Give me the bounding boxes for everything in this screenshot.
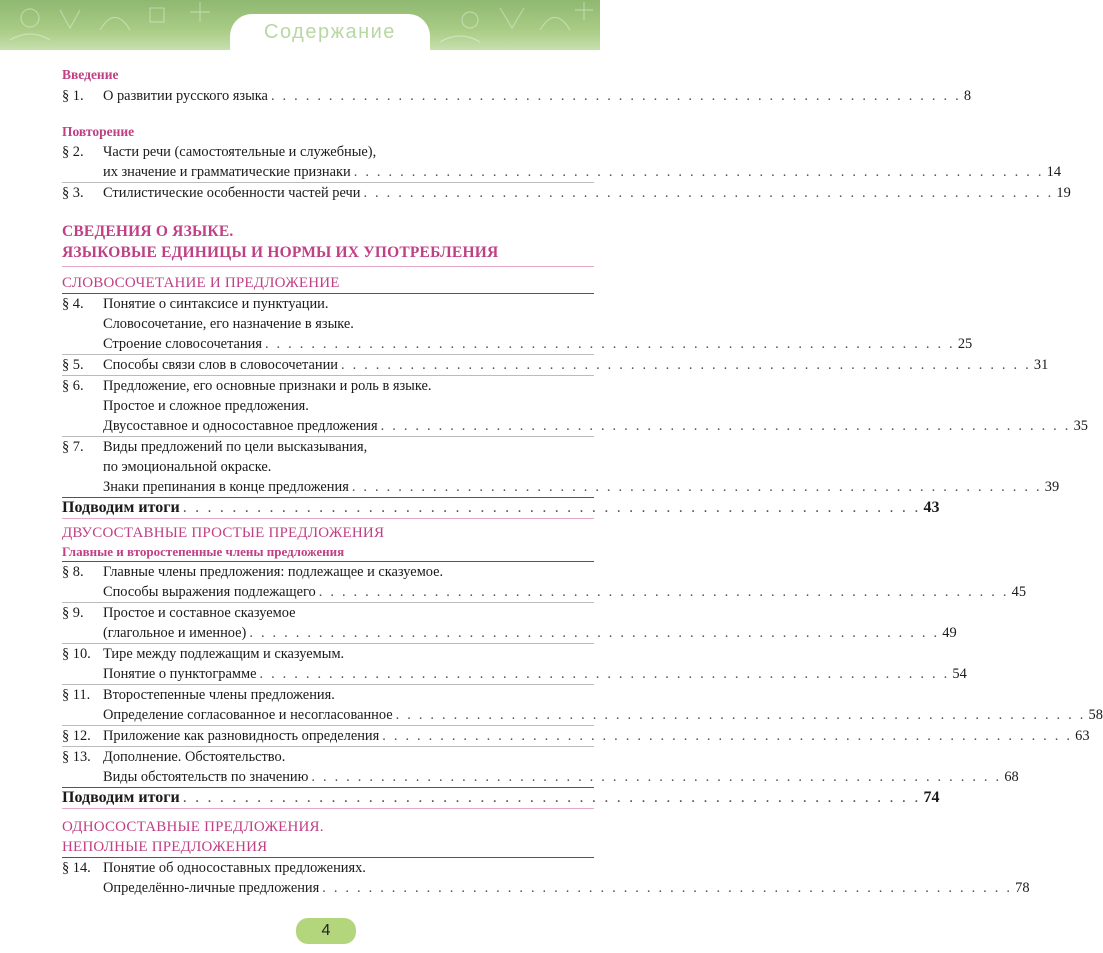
dot-leader: . . . . . . . . . . . . . . . . . . . . . . . . . . . . . . . . . . . . . . . . . . . . . . . . . . . . . . . . . . . .: [264, 336, 955, 352]
toc-entry-line: [62, 396, 594, 416]
toc-entry-line: [62, 416, 1088, 436]
toc-entry[interactable]: [62, 858, 1030, 898]
toc-entry[interactable]: [62, 685, 1103, 725]
page-number: 58: [1088, 707, 1103, 723]
toc-entry-line: [62, 314, 594, 334]
page-number: 68: [1004, 769, 1019, 785]
toc-entry-line: [62, 86, 972, 106]
page-number: 78: [1015, 880, 1030, 896]
summary-entry[interactable]: [62, 498, 940, 518]
summary-label: Подводим итоги: [62, 499, 180, 516]
entry-title: Стилистические особенности частей речи: [103, 185, 361, 201]
dot-leader: . . . . . . . . . . . . . . . . . . . . . . . . . . . . . . . . . . . . . . . . . . . . . . . . . . . . . . . . . . . .: [322, 880, 1013, 896]
chapter-heading-one-part-1: ОДНОСОСТАВНЫЕ ПРЕДЛОЖЕНИЯ.: [62, 819, 324, 835]
section-number: § 14.: [62, 860, 91, 876]
toc-entry-line: [62, 664, 967, 684]
entry-title: О развитии русского языка: [103, 88, 268, 104]
toc-entry[interactable]: [62, 355, 1049, 375]
part-heading-line1: СВЕДЕНИЯ О ЯЗЫКЕ.: [62, 223, 234, 240]
entry-title: Приложение как разновидность определения: [103, 728, 380, 744]
entry-title: их значение и грамматические признаки: [103, 164, 351, 180]
dot-leader: . . . . . . . . . . . . . . . . . . . . . . . . . . . . . . . . . . . . . . . . . . . . . . . . . . . . . . . . . . . .: [380, 418, 1071, 434]
dot-leader: . . . . . . . . . . . . . . . . . . . . . . . . . . . . . . . . . . . . . . . . . . . . . . . . . . . . . . . . . . . .: [395, 707, 1086, 723]
summary-entry[interactable]: [62, 788, 940, 808]
toc-entry-line: [62, 142, 594, 162]
toc-entry[interactable]: [62, 603, 957, 643]
toc-entry-line: [62, 162, 1062, 182]
chapter-heading-phrase: СЛОВОСОЧЕТАНИЕ И ПРЕДЛОЖЕНИЕ: [62, 275, 340, 291]
entry-title: (глагольное и именное): [103, 625, 247, 641]
toc-entry-line: [62, 878, 1030, 898]
page-title: Содержание: [264, 21, 396, 43]
entry-title: Простое и сложное предложения.: [103, 398, 309, 414]
page-number: 39: [1044, 479, 1060, 495]
toc-entry[interactable]: [62, 726, 1090, 746]
dot-leader: . . . . . . . . . . . . . . . . . . . . . . . . . . . . . . . . . . . . . . . . . . . . . . . . . . . . . . . . . . . .: [363, 185, 1054, 201]
toc-entry[interactable]: [62, 562, 1027, 602]
toc-entry-line: [62, 644, 594, 664]
toc-entry-line: [62, 705, 1103, 725]
entry-title: Предложение, его основные признаки и роль в языке.: [103, 378, 432, 394]
entry-title: Простое и составное сказуемое: [103, 605, 296, 621]
toc-entry-line: [62, 457, 594, 477]
entry-title: Определённо-личные предложения: [103, 880, 320, 896]
dot-leader: . . . . . . . . . . . . . . . . . . . . . . . . . . . . . . . . . . . . . . . . . . . . . . . . . . . . . . . . . . . .: [311, 769, 1002, 785]
entry-title: Словосочетание, его назначение в языке.: [103, 316, 354, 332]
dot-leader: . . . . . . . . . . . . . . . . . . . . . . . . . . . . . . . . . . . . . . . . . . . . . . . . . . . . . . . . . . . .: [249, 625, 940, 641]
toc-entry-line: [62, 726, 1090, 746]
toc-entry-line: [62, 747, 594, 767]
toc-entry[interactable]: [62, 437, 1060, 497]
page-number: 74: [923, 789, 940, 806]
entry-title: Знаки препинания в конце предложения: [103, 479, 349, 495]
toc-entry-line: [62, 183, 1071, 203]
entry-title: Главные члены предложения: подлежащее и сказуемое.: [103, 564, 444, 580]
section-number: § 9.: [62, 605, 84, 621]
entry-title: Понятие о пунктограмме: [103, 666, 257, 682]
section-label-review: Повторение: [62, 124, 135, 139]
summary-label: Подводим итоги: [62, 789, 180, 806]
entry-title: Определение согласованное и несогласованное: [103, 707, 393, 723]
section-number: § 1.: [62, 88, 84, 104]
page-number: 35: [1073, 418, 1088, 434]
page-number: 8: [963, 88, 972, 104]
page-number: 54: [952, 666, 967, 682]
page-number: 14: [1046, 164, 1062, 180]
chapter-subheading-members: Главные и второстепенные члены предложения: [62, 544, 345, 559]
entry-title: Понятие о синтаксисе и пунктуации.: [103, 296, 329, 312]
section-number: § 4.: [62, 296, 84, 312]
section-number: § 5.: [62, 357, 84, 373]
toc-entry[interactable]: [62, 644, 967, 684]
dot-leader: . . . . . . . . . . . . . . . . . . . . . . . . . . . . . . . . . . . . . . . . . . . . . . . . . . . . . . . . . . . .: [270, 88, 961, 104]
entry-title: Дополнение. Обстоятельство.: [103, 749, 286, 765]
entry-title: Виды предложений по цели высказывания,: [103, 439, 368, 455]
dot-leader: . . . . . . . . . . . . . . . . . . . . . . . . . . . . . . . . . . . . . . . . . . . . . . . . . . . . . . . . . . . .: [182, 789, 921, 806]
section-number: § 10.: [62, 646, 91, 662]
toc-entry-line: [62, 334, 973, 354]
toc-entry-line: [62, 376, 594, 396]
entry-title: по эмоциональной окраске.: [103, 459, 272, 475]
toc-entry[interactable]: [62, 747, 1019, 787]
toc-entry-line: [62, 477, 1060, 497]
entry-title: Тире между подлежащим и сказуемым.: [103, 646, 345, 662]
page-number: 19: [1056, 185, 1071, 201]
table-of-contents: [62, 64, 1103, 898]
entry-title: Способы связи слов в словосочетании: [103, 357, 338, 373]
toc-entry-line: [62, 685, 594, 705]
toc-entry[interactable]: [62, 142, 1062, 182]
section-number: § 2.: [62, 144, 84, 160]
entry-title: Второстепенные члены предложения.: [103, 687, 335, 703]
part-heading-line2: ЯЗЫКОВЫЕ ЕДИНИЦЫ И НОРМЫ ИХ УПОТРЕБЛЕНИЯ: [62, 244, 499, 261]
toc-entry[interactable]: [62, 294, 973, 354]
toc-entry-line: [62, 623, 957, 643]
toc-entry[interactable]: [62, 86, 972, 106]
section-number: § 12.: [62, 728, 91, 744]
chapter-heading-two-part: ДВУСОСТАВНЫЕ ПРОСТЫЕ ПРЕДЛОЖЕНИЯ: [62, 525, 385, 541]
section-number: § 11.: [62, 687, 91, 703]
toc-entry[interactable]: [62, 183, 1071, 203]
chapter-heading-one-part-2: НЕПОЛНЫЕ ПРЕДЛОЖЕНИЯ: [62, 839, 268, 855]
toc-entry-line: [62, 355, 1049, 375]
entry-title: Двусоставное и односоставное предложения: [103, 418, 378, 434]
toc-entry-line: [62, 858, 594, 878]
page-header: [0, 0, 600, 50]
section-number: § 13.: [62, 749, 91, 765]
page-number: 43: [923, 499, 940, 516]
toc-entry-line: [62, 294, 594, 314]
section-number: § 6.: [62, 378, 84, 394]
dot-leader: . . . . . . . . . . . . . . . . . . . . . . . . . . . . . . . . . . . . . . . . . . . . . . . . . . . . . . . . . . . .: [318, 584, 1009, 600]
page-number-badge: 4: [296, 918, 356, 944]
section-label-intro: Введение: [62, 67, 119, 82]
entry-title: Части речи (самостоятельные и служебные),: [103, 144, 377, 160]
dot-leader: . . . . . . . . . . . . . . . . . . . . . . . . . . . . . . . . . . . . . . . . . . . . . . . . . . . . . . . . . . . .: [353, 164, 1044, 180]
toc-entry-line: [62, 767, 1019, 787]
entry-title: Виды обстоятельств по значению: [103, 769, 309, 785]
entry-title: Способы выражения подлежащего: [103, 584, 316, 600]
entry-title: Понятие об односоставных предложениях.: [103, 860, 366, 876]
toc-entry[interactable]: [62, 376, 1088, 436]
dot-leader: . . . . . . . . . . . . . . . . . . . . . . . . . . . . . . . . . . . . . . . . . . . . . . . . . . . . . . . . . . . .: [382, 728, 1073, 744]
page-number: 31: [1033, 357, 1049, 373]
section-number: § 7.: [62, 439, 84, 455]
section-number: § 3.: [62, 185, 84, 201]
page-number: 49: [942, 625, 957, 641]
toc-entry-line: [62, 562, 594, 582]
dot-leader: . . . . . . . . . . . . . . . . . . . . . . . . . . . . . . . . . . . . . . . . . . . . . . . . . . . . . . . . . . . .: [182, 499, 921, 516]
dot-leader: . . . . . . . . . . . . . . . . . . . . . . . . . . . . . . . . . . . . . . . . . . . . . . . . . . . . . . . . . . . .: [259, 666, 950, 682]
toc-entry-line: [62, 437, 594, 457]
dot-leader: . . . . . . . . . . . . . . . . . . . . . . . . . . . . . . . . . . . . . . . . . . . . . . . . . . . . . . . . . . . .: [340, 357, 1031, 373]
page-number: 25: [957, 336, 973, 352]
toc-entry-line: [62, 603, 594, 623]
section-number: § 8.: [62, 564, 84, 580]
dot-leader: . . . . . . . . . . . . . . . . . . . . . . . . . . . . . . . . . . . . . . . . . . . . . . . . . . . . . . . . . . . .: [351, 479, 1042, 495]
page-number: 45: [1011, 584, 1027, 600]
toc-entry-line: [62, 582, 1027, 602]
entry-title: Строение словосочетания: [103, 336, 262, 352]
page-number: 63: [1075, 728, 1090, 744]
